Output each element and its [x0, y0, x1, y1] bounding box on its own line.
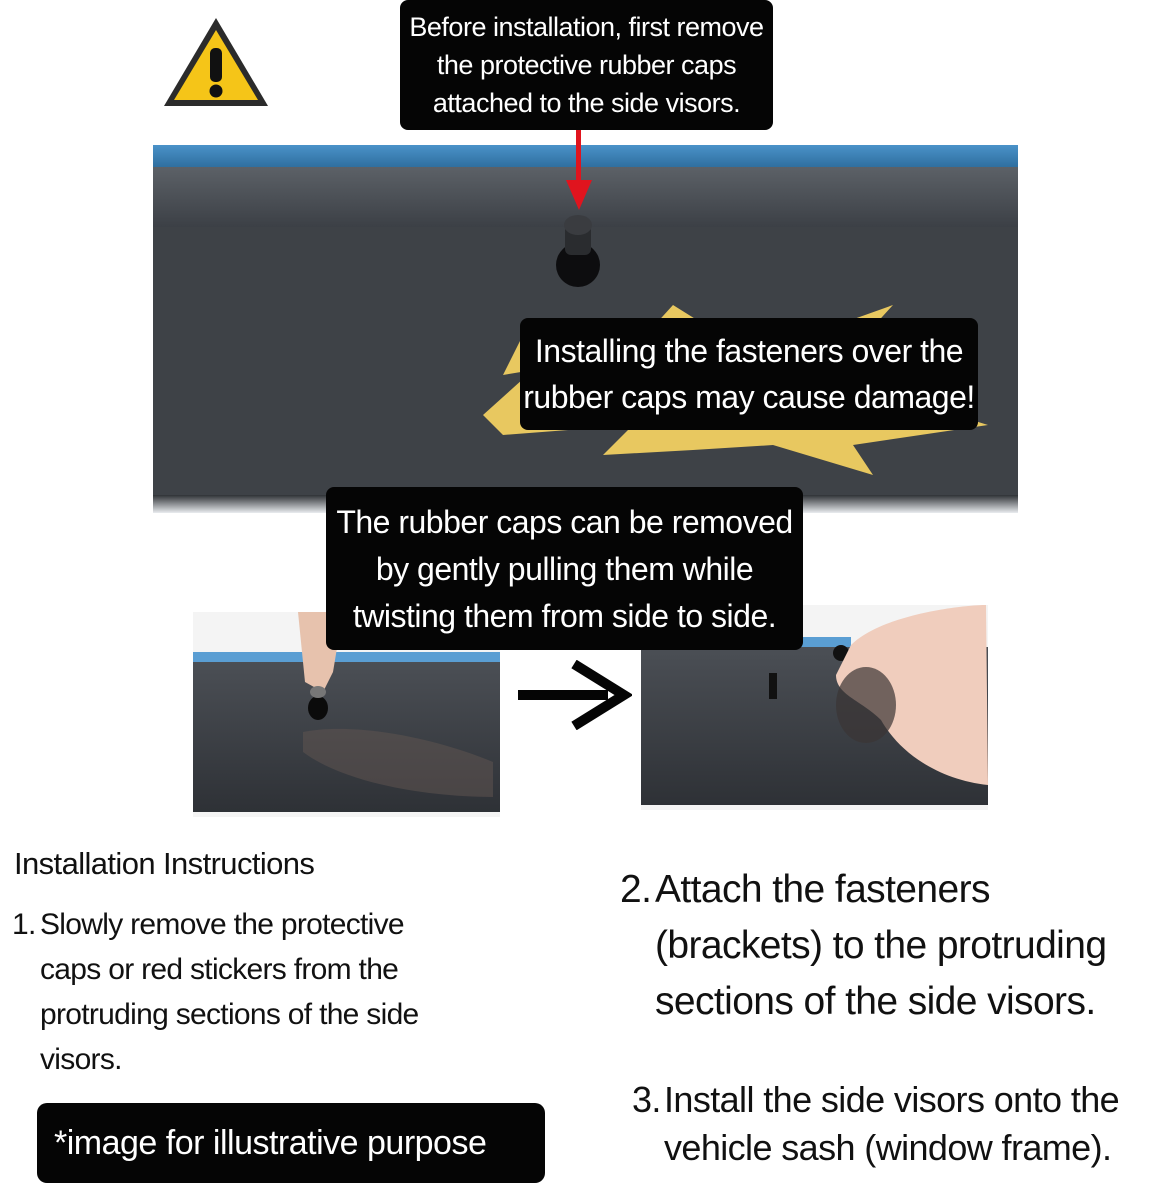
callout-line: twisting them from side to side.: [352, 598, 777, 634]
callout-line: the protective rubber caps: [436, 50, 737, 80]
callout-line: Installing the fasteners over the: [534, 333, 964, 369]
callout-line: attached to the side visors.: [432, 88, 741, 118]
disclaimer-badge: *image for illustrative purpose: [37, 1103, 545, 1183]
step-text: Slowly remove the protective caps or red stickers from the protruding sections of the side visors.: [40, 908, 419, 1076]
callout-remove-caps: [400, 0, 773, 130]
instruction-step-1: [12, 902, 452, 1082]
callout-line: rubber caps may cause damage!: [523, 379, 975, 415]
callout-line: by gently pulling them while: [375, 551, 754, 587]
red-arrow-down-icon: [564, 128, 594, 212]
callout-damage-warning: [520, 318, 978, 430]
step-number: 3.: [632, 1079, 661, 1120]
step-text: Attach the fasteners (brackets) to the protruding sections of the side visors.: [655, 868, 1107, 1023]
step-number: 2.: [620, 868, 652, 911]
callout-line: Before installation, first remove: [409, 12, 764, 42]
instruction-step-2: [620, 862, 1160, 1030]
arrow-right-icon: [514, 660, 632, 730]
step-number: 1.: [12, 908, 36, 941]
instruction-step-3: [632, 1076, 1162, 1172]
callout-how-to-remove: [326, 487, 803, 650]
instructions-title: Installation Instructions: [14, 846, 315, 881]
callout-line: The rubber caps can be removed: [336, 504, 793, 540]
step-text: Install the side visors onto the vehicle sash (window frame).: [664, 1079, 1120, 1168]
warning-triangle-icon: [160, 14, 272, 112]
